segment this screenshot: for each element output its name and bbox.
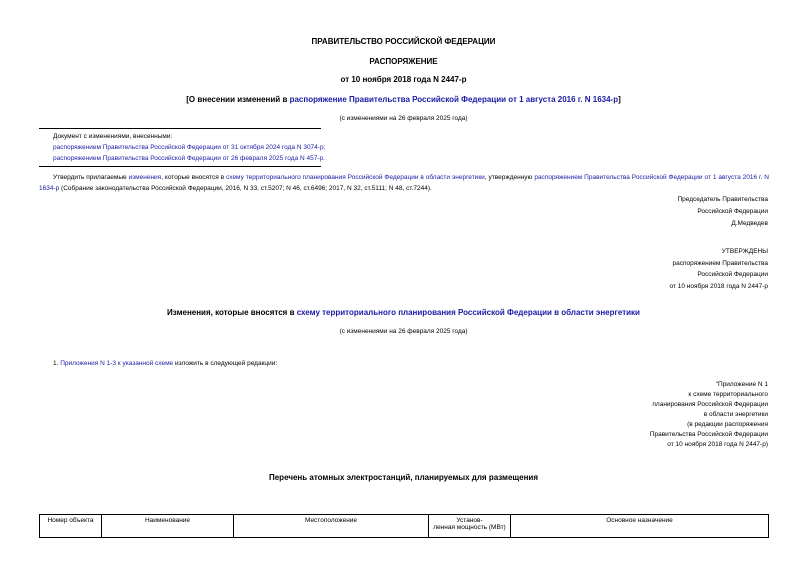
appendix-line-7: от 10 ноября 2018 года N 2447-р)	[667, 441, 768, 448]
table-header-row	[40, 515, 769, 538]
title-suffix: ]	[618, 95, 621, 104]
approval-heading: УТВЕРЖДЕНЫ	[721, 248, 768, 255]
item-number: 1.	[53, 360, 61, 367]
scheme-link[interactable]: схему территориального планирования Российской Федерации в области энергетики	[226, 174, 485, 181]
change-item-1	[53, 360, 277, 367]
npp-table	[39, 514, 769, 538]
signature-block	[677, 194, 768, 230]
approval-block	[669, 246, 768, 292]
p1-text-d: (Собрание законодательства Российской Федерации, 2016, N 33, ст.5207; N 46, ст.6496; 2017, N 32, ст.5111; N 48, ст.7244).	[59, 185, 432, 192]
appendix-line-6: Правительства Российской Федерации	[649, 431, 768, 438]
p1-text-c: , утвержденную	[484, 174, 535, 181]
changes-title-prefix: Изменения, которые вносятся в	[167, 308, 297, 317]
changes-title-link[interactable]: схему территориального планирования Российской Федерации в области энергетики	[296, 308, 640, 317]
appendices-link[interactable]: Приложения N 1-3	[60, 360, 116, 367]
p1-text-b: , которые вносятся в	[161, 174, 227, 181]
amendment-link-1[interactable]: распоряжением Правительства Российской Федерации от 31 октября 2024 года N 3074-р;	[53, 144, 326, 151]
document-title	[0, 95, 807, 104]
col-object-number: Номер объекта	[40, 515, 102, 538]
amendments-label: Документ с изменениями, внесенными:	[53, 133, 173, 140]
col-capacity: Установ- ленная мощность (МВт)	[429, 515, 511, 538]
col-purpose: Основное назначение	[511, 515, 769, 538]
approval-line-3: Российской Федерации	[697, 271, 768, 278]
item-mid[interactable]: к	[115, 360, 123, 367]
signature-country: Российской Федерации	[697, 208, 768, 215]
appendix-line-3: планирования Российской Федерации	[652, 401, 768, 408]
approval-line-2: распоряжением Правительства	[672, 259, 768, 267]
appendix-line-4: в области энергетики	[703, 411, 768, 418]
changes-link[interactable]: изменения	[128, 174, 162, 181]
col-name: Наименование	[102, 515, 234, 538]
appendix-block	[650, 380, 768, 450]
edition-note: (с изменениями на 26 февраля 2025 года)	[339, 115, 468, 122]
order-link[interactable]: распоряжением Правительства Российской Федерации от 1 августа 2016 г. N 1634-р	[39, 174, 769, 192]
government-heading: ПРАВИТЕЛЬСТВО РОССИЙСКОЙ ФЕДЕРАЦИИ	[311, 37, 496, 46]
main-paragraph	[39, 172, 769, 194]
title-link[interactable]: распоряжение Правительства Российской Федерации от 1 августа 2016 г. N 1634-р	[289, 95, 619, 104]
appendix-line-2: к схеме территориального	[688, 391, 768, 398]
title-prefix: [О внесении изменений в	[186, 95, 290, 104]
approval-line-4: от 10 ноября 2018 года N 2447-р	[669, 282, 768, 290]
amendments-top-rule	[39, 128, 321, 129]
appendix-line-1: "Приложение N 1	[715, 381, 768, 388]
col-location: Местоположение	[234, 515, 429, 538]
p1-text-a: Утвердить прилагаемые	[53, 174, 129, 181]
appendix-line-5: (в редакции распоряжения	[687, 421, 768, 428]
changes-edition-note: (с изменениями на 26 февраля 2025 года)	[339, 328, 468, 335]
document-date-number: от 10 ноября 2018 года N 2447-р	[340, 75, 467, 84]
scheme-ref-link[interactable]: указанной схеме	[122, 360, 174, 367]
signature-name: Д.Медведев	[731, 220, 768, 227]
signature-position: Председатель Правительства	[677, 196, 768, 203]
changes-title	[0, 308, 807, 317]
amendment-link-2[interactable]: распоряжением Правительства Российской Федерации от 26 февраля 2025 года N 457-р.	[53, 155, 325, 162]
document-type: РАСПОРЯЖЕНИЕ	[369, 57, 438, 66]
item-end: изложить в следующей редакции:	[173, 360, 278, 367]
list-title: Перечень атомных электростанций, планируемых для размещения	[268, 473, 539, 482]
amendments-bottom-rule	[39, 166, 321, 167]
